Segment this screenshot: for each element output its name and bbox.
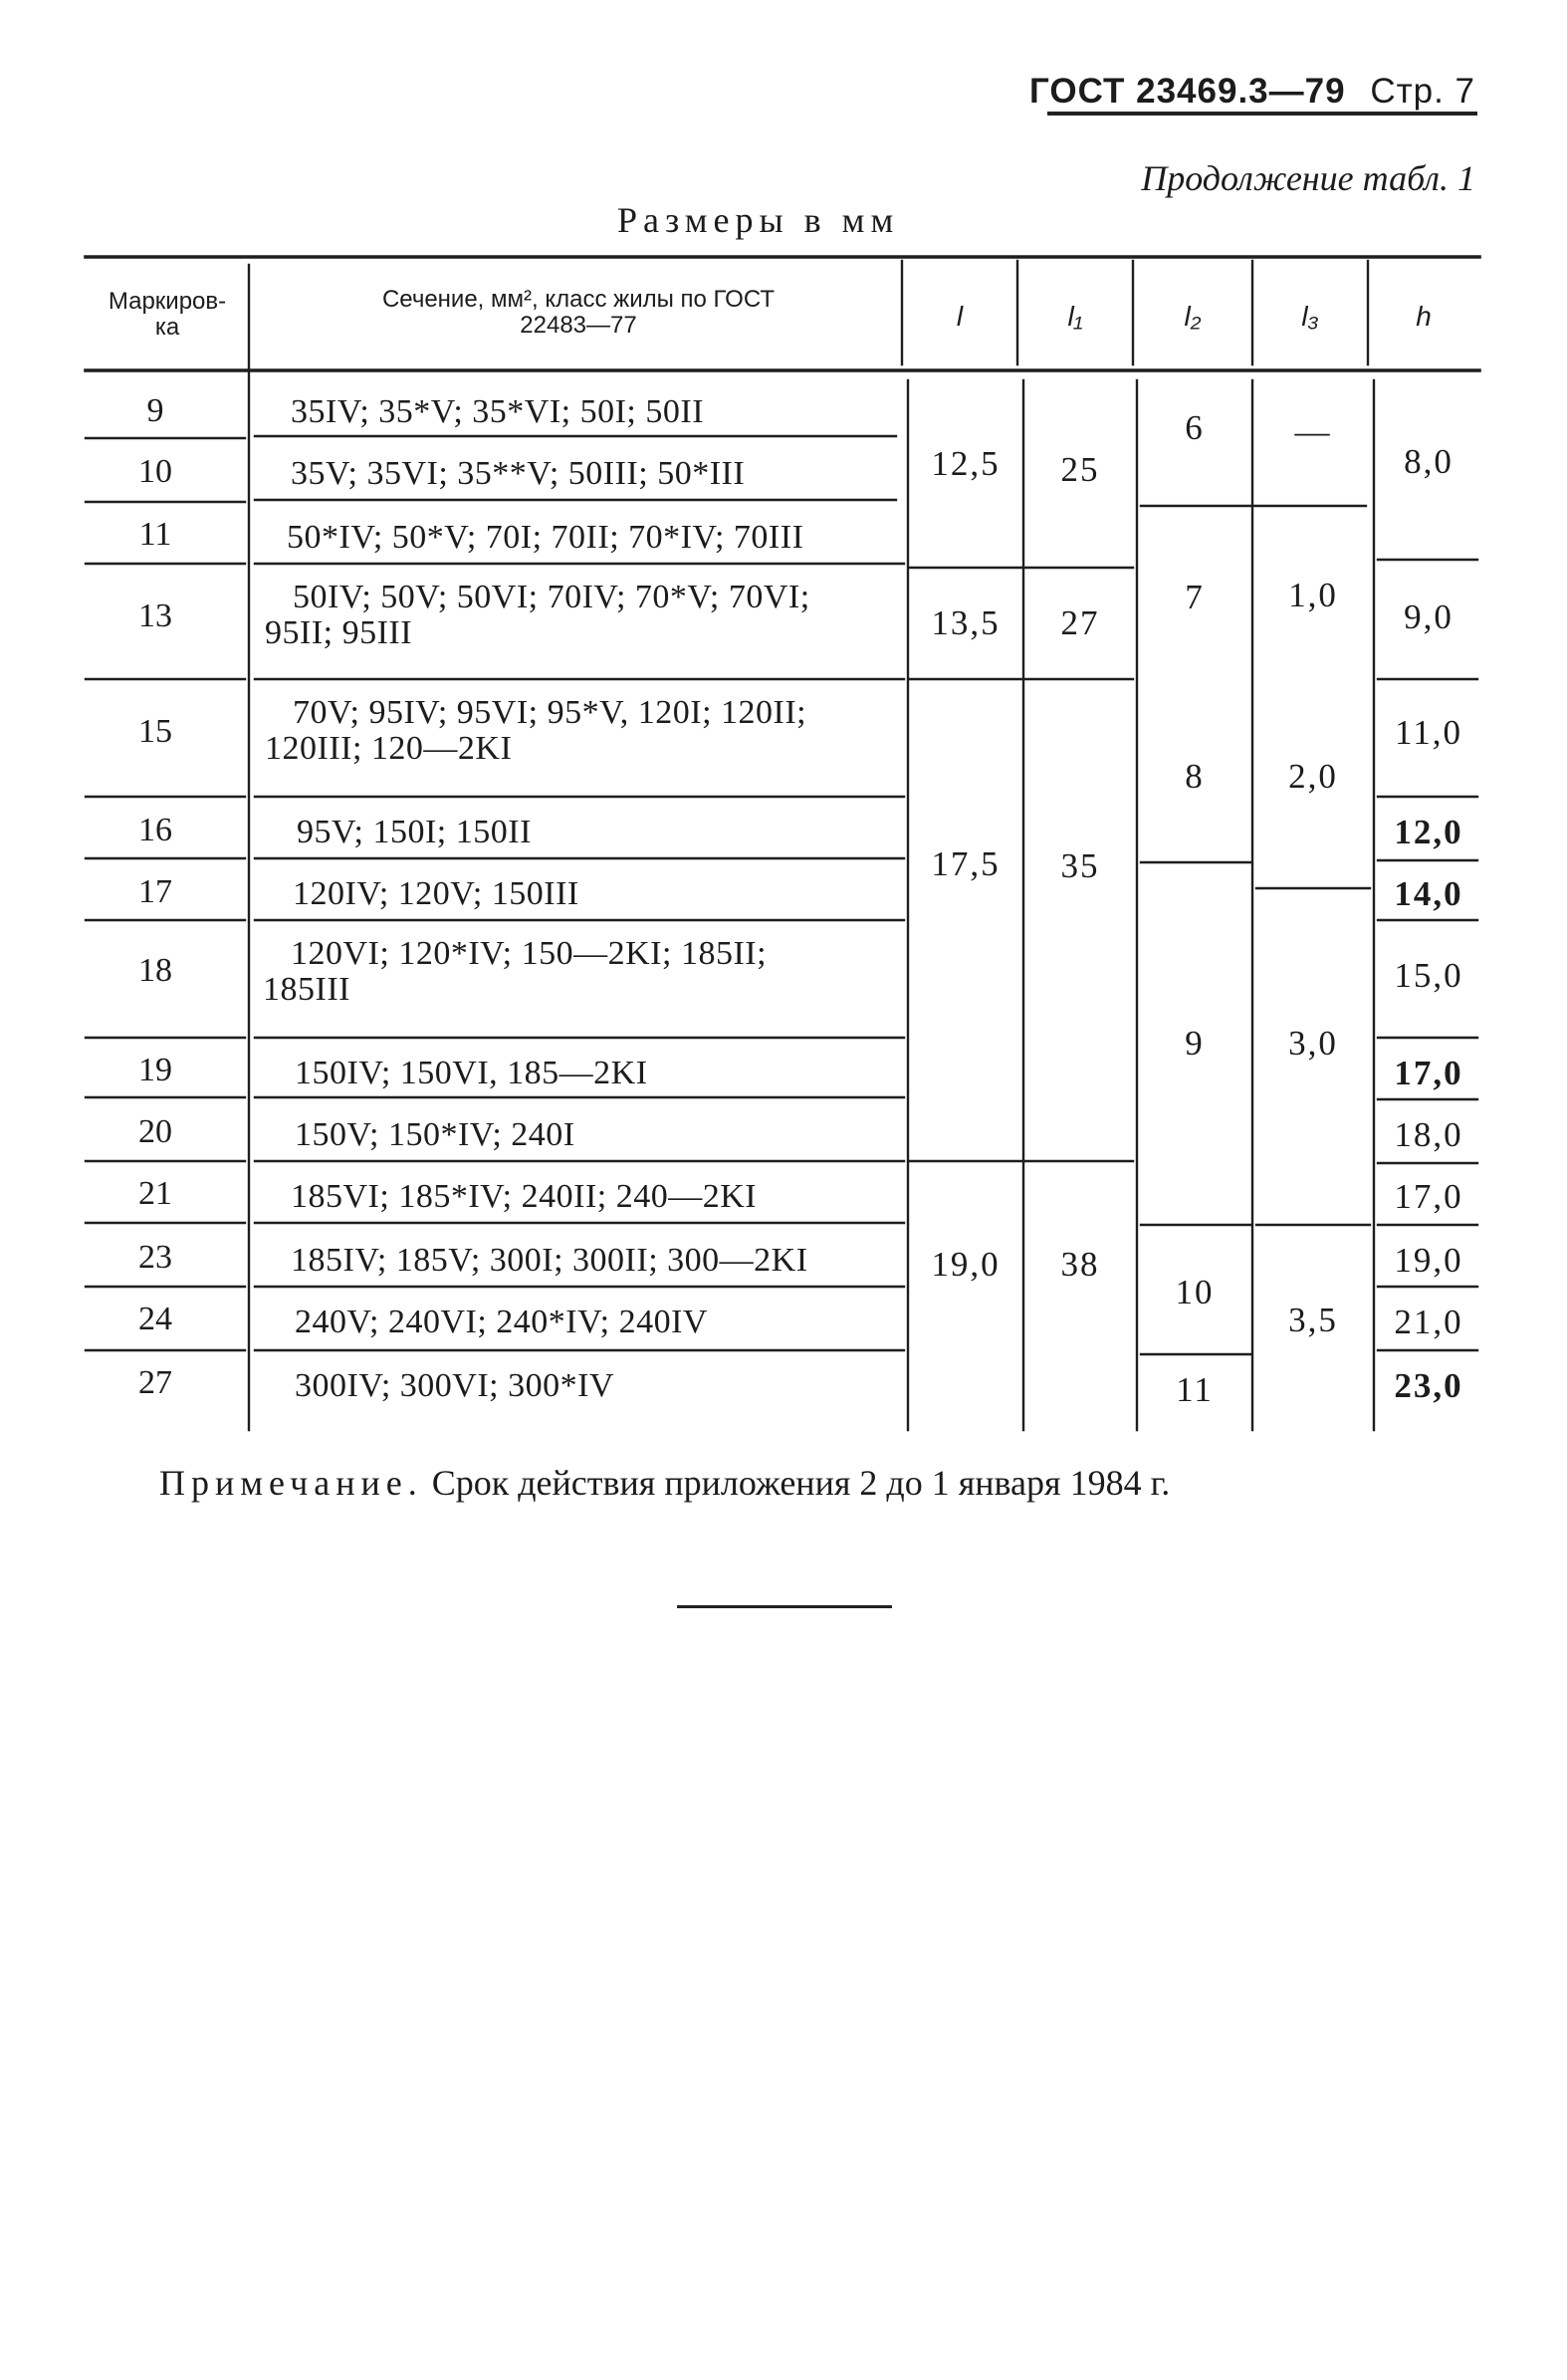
row-section: 70V; 95IV; 95VI; 95*V, 120I; 120II; 120III; 120—2KI — [265, 694, 807, 767]
cell-h: 14,0 — [1394, 874, 1463, 913]
row-marking: 10 — [138, 453, 172, 490]
cell-l1: 27 — [1060, 603, 1100, 642]
row-marking: 16 — [138, 812, 172, 848]
table-continuation-label: Продолжение табл. 1 — [1141, 158, 1475, 198]
cell-l3: 3,0 — [1288, 1024, 1338, 1063]
cell-l2: 11 — [1176, 1370, 1214, 1409]
cell-l1: 25 — [1060, 450, 1100, 489]
row-marking: 13 — [138, 597, 172, 634]
cell-h: 23,0 — [1394, 1366, 1463, 1405]
document-header — [1029, 72, 1475, 112]
cell-l: 19,0 — [931, 1245, 1001, 1284]
cell-h: 17,0 — [1394, 1054, 1463, 1092]
col-header-marking: Маркиров- ка — [108, 288, 227, 341]
cell-l3: 2,0 — [1288, 757, 1338, 796]
row-section: 120VI; 120*IV; 150—2KI; 185II; 185III — [263, 935, 768, 1008]
cell-h: 19,0 — [1394, 1241, 1463, 1280]
cell-l: 13,5 — [931, 603, 1001, 642]
end-rule — [677, 1605, 892, 1608]
cell-l2: 7 — [1185, 578, 1205, 616]
cell-l2: 6 — [1185, 408, 1205, 447]
col-header-section: Сечение, мм², класс жилы по ГОСТ 22483—77 — [381, 286, 776, 339]
standard-code: ГОСТ 23469.3—79 — [1029, 72, 1346, 111]
row-marking: 17 — [138, 873, 172, 910]
cell-l: 12,5 — [931, 444, 1001, 483]
col-header-l3: l₃ — [1301, 301, 1319, 332]
cell-l1: 35 — [1060, 846, 1100, 885]
row-marking: 15 — [138, 713, 172, 750]
col-header-l1: l₁ — [1067, 301, 1083, 332]
row-marking: 24 — [138, 1301, 172, 1337]
cell-l1: 38 — [1060, 1245, 1100, 1284]
header-rule — [1047, 112, 1477, 116]
cell-h: 18,0 — [1394, 1115, 1463, 1154]
row-marking: 11 — [138, 516, 172, 553]
footnote-text: Срок действия приложения 2 до 1 января 1984 г. — [431, 1463, 1171, 1503]
cell-l2: 10 — [1175, 1273, 1215, 1311]
row-section: 50*IV; 50*V; 70I; 70II; 70*IV; 70III — [287, 519, 804, 556]
cell-l2: 9 — [1185, 1024, 1205, 1063]
col-header-l2: l₂ — [1184, 301, 1202, 332]
cell-h: 11,0 — [1395, 713, 1462, 752]
cell-l3: 1,0 — [1288, 576, 1338, 614]
cell-h: 21,0 — [1394, 1303, 1463, 1341]
cell-h: 12,0 — [1394, 813, 1463, 851]
cell-l3: — — [1294, 412, 1332, 451]
footnote — [159, 1462, 1170, 1504]
units-caption: Размеры в мм — [617, 200, 900, 240]
row-section: 240V; 240VI; 240*IV; 240IV — [295, 1304, 708, 1340]
col-header-h: h — [1416, 301, 1432, 332]
cell-h: 9,0 — [1404, 597, 1454, 636]
col-header-l: l — [956, 301, 964, 332]
row-section: 185IV; 185V; 300I; 300II; 300—2KI — [291, 1242, 808, 1279]
row-section: 150IV; 150VI, 185—2KI — [295, 1055, 648, 1091]
row-marking: 20 — [138, 1113, 172, 1150]
row-section: 95V; 150I; 150II — [297, 814, 532, 850]
row-marking: 9 — [146, 392, 164, 429]
row-marking: 19 — [138, 1052, 172, 1088]
row-section: 185VI; 185*IV; 240II; 240—2KI — [291, 1178, 758, 1215]
cell-l2: 8 — [1185, 757, 1205, 796]
row-marking: 27 — [138, 1364, 172, 1401]
row-section: 150V; 150*IV; 240I — [295, 1116, 575, 1153]
row-section: 120IV; 120V; 150III — [293, 875, 579, 912]
footnote-label: Примечание. — [159, 1463, 423, 1503]
row-section: 50IV; 50V; 50VI; 70IV; 70*V; 70VI; 95II; 95III — [265, 579, 810, 651]
cell-h: 15,0 — [1394, 956, 1463, 995]
row-marking: 21 — [138, 1175, 172, 1212]
row-marking: 23 — [138, 1239, 172, 1276]
row-section: 35V; 35VI; 35**V; 50III; 50*III — [291, 455, 746, 492]
cell-h: 8,0 — [1404, 442, 1454, 481]
row-marking: 18 — [138, 952, 172, 989]
row-section: 300IV; 300VI; 300*IV — [295, 1367, 614, 1404]
cell-l3: 3,5 — [1288, 1301, 1338, 1339]
cell-l: 17,5 — [931, 844, 1001, 883]
row-section: 35IV; 35*V; 35*VI; 50I; 50II — [291, 393, 705, 430]
cell-h: 17,0 — [1394, 1177, 1463, 1216]
page-number: Стр. 7 — [1370, 72, 1475, 111]
